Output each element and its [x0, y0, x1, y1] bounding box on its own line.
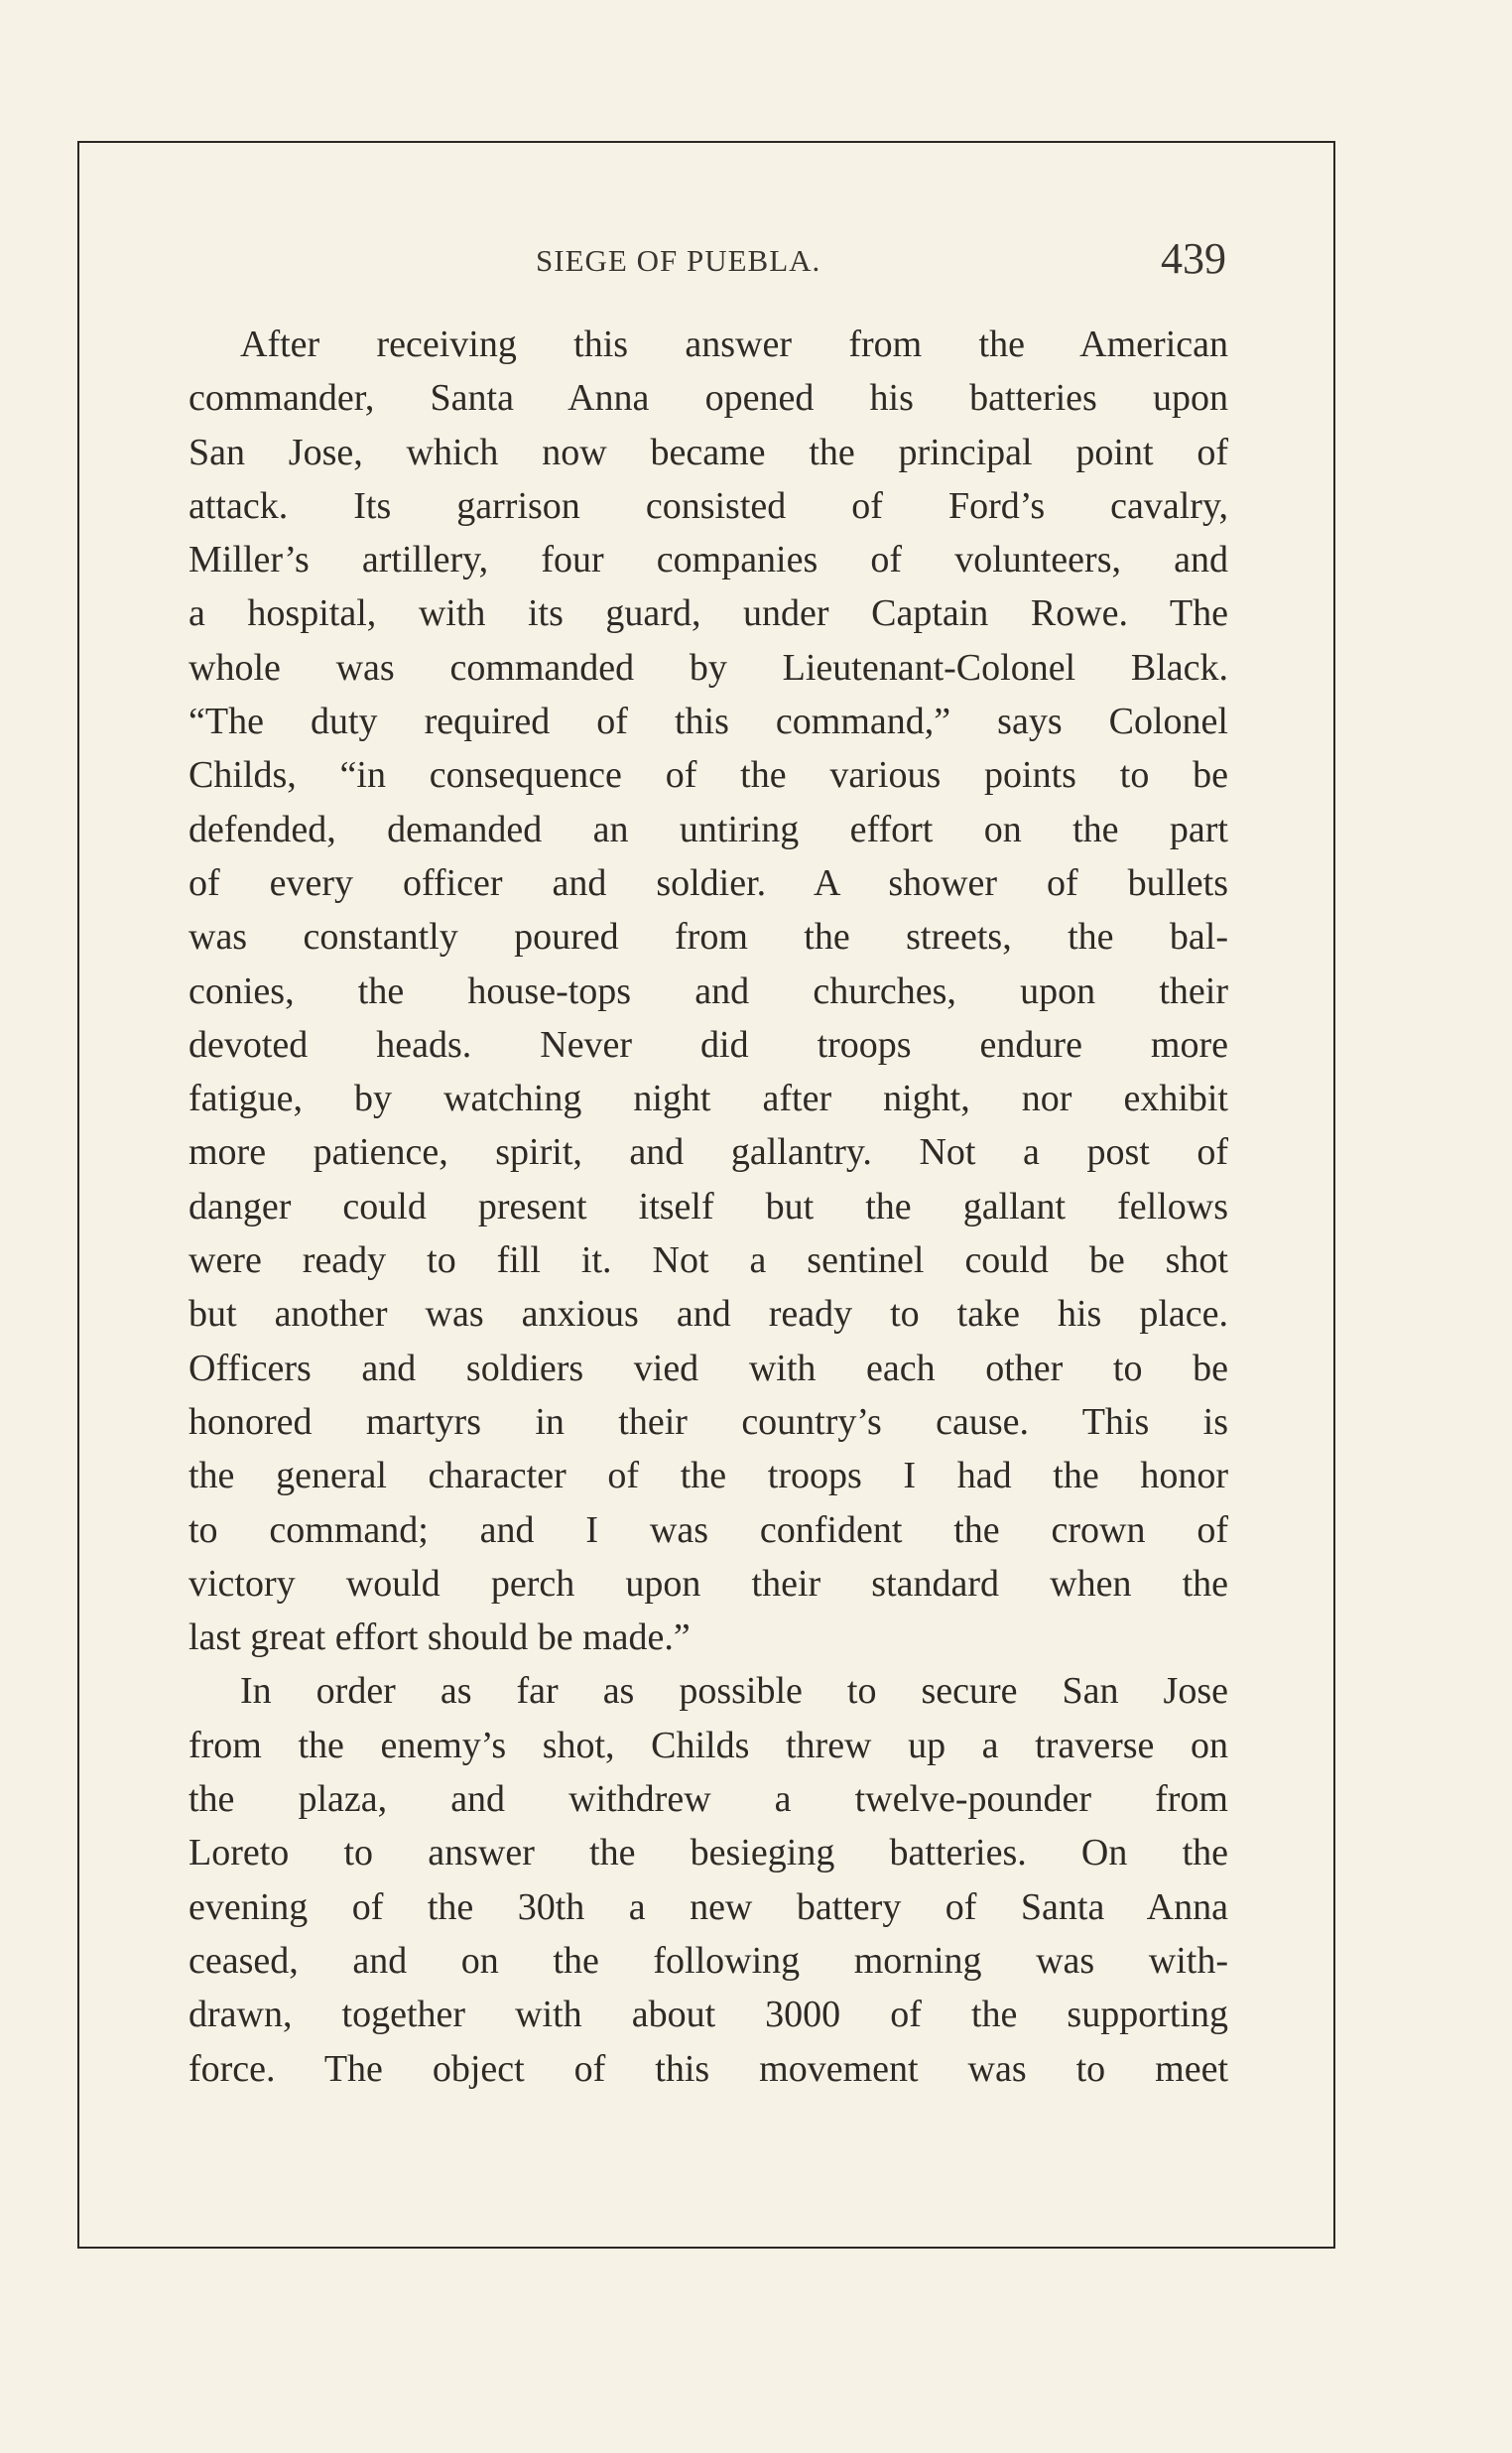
- text-line: but another was anxious and ready to take his place.: [189, 1293, 1228, 1336]
- text-line: fatigue, by watching night after night, nor exhibit: [189, 1078, 1228, 1120]
- text-line: the general character of the troops I had the honor: [189, 1455, 1228, 1497]
- text-line: Miller’s artillery, four companies of volunteers, and: [189, 539, 1228, 581]
- text-line: attack. Its garrison consisted of Ford’s cavalry,: [189, 484, 1228, 527]
- text-line: San Jose, which now became the principal point of: [189, 431, 1228, 473]
- text-line: Officers and soldiers vied with each other to be: [189, 1347, 1228, 1389]
- text-line: commander, Santa Anna opened his batteries upon: [189, 377, 1228, 420]
- text-line: After receiving this answer from the American: [240, 323, 1228, 365]
- text-line: In order as far as possible to secure San Jose: [240, 1670, 1228, 1713]
- page-number: 439: [1161, 234, 1226, 283]
- text-line: drawn, together with about 3000 of the supporting: [189, 1994, 1228, 2036]
- body-text: [189, 318, 1228, 2096]
- text-line: of every officer and soldier. A shower of bullets: [189, 861, 1228, 904]
- text-line: evening of the 30th a new battery of Santa Anna: [189, 1885, 1228, 1928]
- text-line: whole was commanded by Lieutenant-Colonel Black.: [189, 646, 1228, 689]
- text-line: were ready to fill it. Not a sentinel could be shot: [189, 1239, 1228, 1282]
- text-line: Loreto to answer the besieging batteries. On the: [189, 1832, 1228, 1874]
- running-header: [189, 233, 1230, 293]
- text-line: last great effort should be made.”: [189, 1616, 691, 1659]
- text-line: a hospital, with its guard, under Captain Rowe. The: [189, 592, 1228, 635]
- page-border-rule: [77, 2247, 1335, 2249]
- text-line: devoted heads. Never did troops endure more: [189, 1023, 1228, 1066]
- text-line: was constantly poured from the streets, the bal-: [189, 916, 1228, 959]
- text-line: the plaza, and withdrew a twelve-pounder from: [189, 1778, 1228, 1821]
- text-line: danger could present itself but the gallant fellows: [189, 1185, 1228, 1227]
- text-line: to command; and I was confident the crown of: [189, 1508, 1228, 1551]
- text-line: honored martyrs in their country’s cause. This is: [189, 1400, 1228, 1443]
- text-line: more patience, spirit, and gallantry. Not a post of: [189, 1131, 1228, 1174]
- text-line: Childs, “in consequence of the various points to be: [189, 754, 1228, 797]
- text-line: victory would perch upon their standard when the: [189, 1562, 1228, 1605]
- text-line: ceased, and on the following morning was with-: [189, 1939, 1228, 1982]
- text-line: defended, demanded an untiring effort on the part: [189, 808, 1228, 850]
- text-line: force. The object of this movement was to meet: [189, 2047, 1228, 2090]
- running-title: SIEGE OF PUEBLA.: [536, 243, 821, 278]
- text-line: from the enemy’s shot, Childs threw up a traverse on: [189, 1724, 1228, 1766]
- text-line: conies, the house-tops and churches, upon their: [189, 969, 1228, 1012]
- text-line: “The duty required of this command,” says Colonel: [189, 701, 1228, 743]
